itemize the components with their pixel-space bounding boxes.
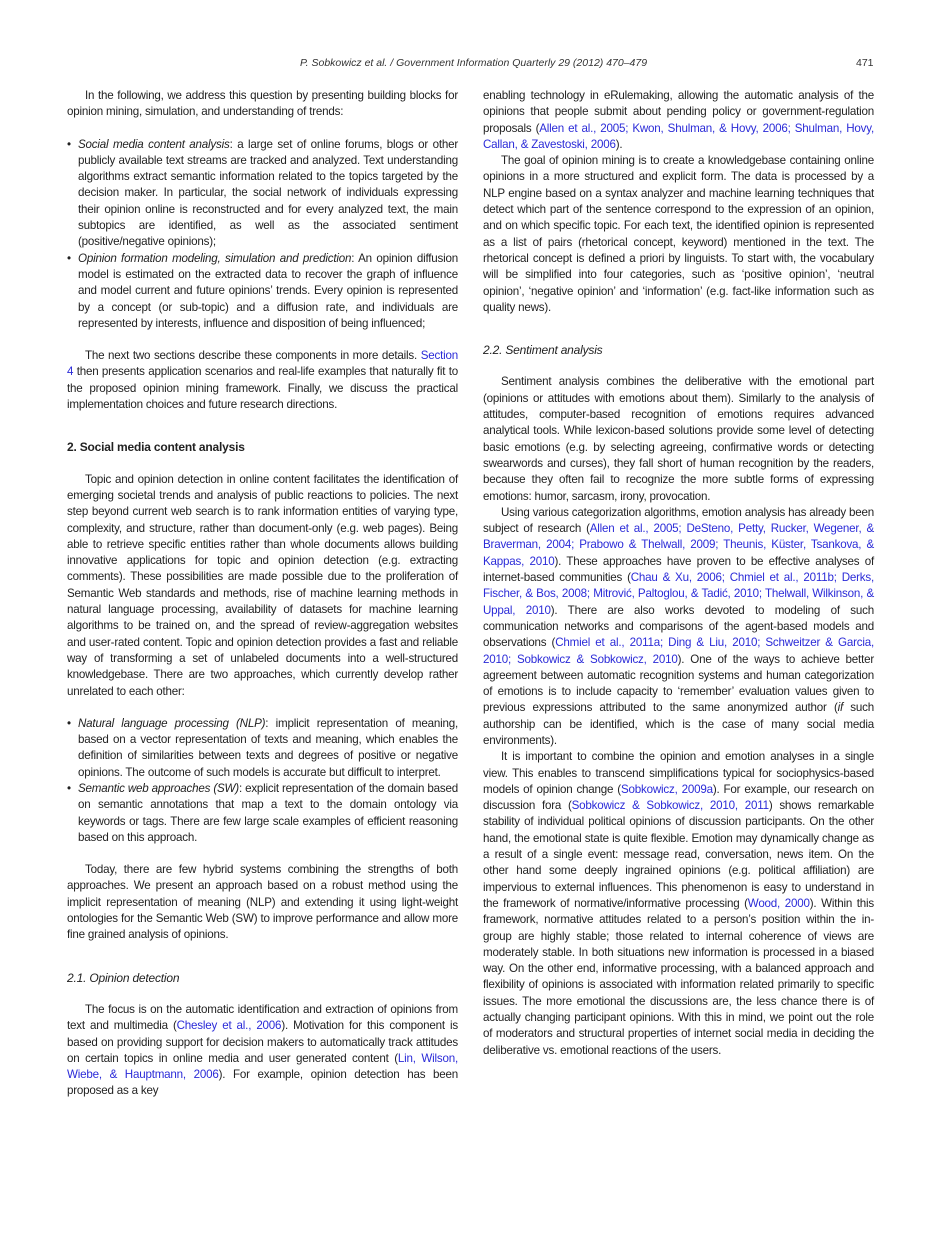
bullet-list [67, 137, 458, 333]
subsection-heading: 2.1. Opinion detection [67, 970, 180, 985]
text-run: enabling technology in eRulemaking, allowing the automatic analysis of the opinions that people submit about pending policy or government-regulation proposals ( [483, 89, 874, 135]
text-run: ). One of the ways to achieve better agreement between automatic recognition systems and human categorization of emotions is to include capacity to ‘remember’ evaluation values given to previous expressions attributed to the same anonymized author ( [483, 652, 874, 715]
text-run: The next two sections describe these components in more details. [85, 349, 421, 363]
text-run: Using various categorization algorithms, emotion analysis has already been subject of research ( [483, 505, 874, 536]
text-run: : explicit representation of the domain based on semantic annotations that map a text to the domain ontology via keywords or tags. There are few large scale examples of efficient reasoning based on this approach. [78, 781, 458, 844]
bullet-list [67, 716, 458, 846]
bullet-item [78, 716, 458, 781]
text-run: such authorship can be identified, which is the case of many social media environments). [483, 701, 874, 747]
citation-link[interactable]: Sobkowicz & Sobkowicz, 2010, 2011 [571, 799, 769, 813]
paragraph [67, 862, 458, 943]
text-run: ). There are also works devoted to modeling of such communication networks and comparisons of the agent-based models and observations ( [483, 603, 875, 650]
citation-link[interactable]: Allen et al., 2005; Kwon, Shulman, & Hovy, 2006; Shulman, Hovy, Callan, & Zavestoski, 2006 [483, 121, 875, 151]
citation-link[interactable]: Sobkowicz, 2009a [620, 782, 713, 796]
citation-link[interactable]: Wood, 2000 [747, 896, 810, 910]
paragraph [483, 374, 874, 504]
section-heading: 2. Social media content analysis [67, 440, 245, 455]
italic-text: if [837, 701, 844, 715]
paragraph [67, 88, 458, 121]
citation-link[interactable]: Section 4 [67, 349, 458, 379]
paragraph [67, 348, 458, 413]
text-run: In the following, we address this question by presenting building blocks for opinion mining, simulation, and understanding of trends: [67, 89, 458, 119]
italic-text: Semantic web approaches (SW) [78, 781, 239, 795]
text-run: ) shows remarkable stability of individual political opinions of discussion participants. On the other hand, the emotional state is quite flexible. Emotion may dynamically change as a result of a single event: message read, conversation, news item. On the other hand some deeply ingrained opinions (e.g. political affiliation) are impervious to external influences. This phenomenon is easy to understand in the framework of normative/informative processing ( [483, 799, 875, 910]
page-number: 471 [856, 57, 874, 69]
citation-link[interactable]: Chmiel et al., 2011a; Ding & Liu, 2010; Schweitzer & Garcia, 2010; Sobkowicz & Sobkowicz, 2010 [483, 636, 874, 666]
paragraph [483, 749, 874, 1059]
right-column [483, 88, 874, 1079]
text-run: It is important to combine the opinion and emotion analyses in a single view. This enables to transcend simplifications typical for sociophysics-based models of opinion change ( [483, 750, 874, 796]
italic-text: Opinion formation modeling, simulation and prediction [78, 251, 352, 265]
citation-link[interactable]: Lin, Wilson, Wiebe, & Hauptmann, 2006 [67, 1051, 459, 1082]
text-run: ). For example, opinion detection has been proposed as a key [67, 1068, 459, 1098]
bullet-item [78, 251, 458, 332]
italic-text: Natural language processing (NLP) [78, 716, 266, 730]
citation-link[interactable]: Allen et al., 2005; DeSteno, Petty, Rucker, Wegener, & Braverman, 2004; Prabowo & Thelwall, 2009; Theunis, Küster, Tsankova, & Kappas, 2010 [483, 522, 874, 568]
left-column [67, 88, 458, 1120]
paragraph [483, 88, 874, 153]
text-run: : An opinion diffusion model is estimated on the extracted data to recover the graph of influence and model current and future opinions’ trends. Every opinion is represented by a concept (or sub-topic) and a diffusion rate, and individuals are represented by interests, influence and disposition of being influenced; [78, 251, 459, 330]
text-run: ). These approaches have proven to be effective analyses of internet-based communities ( [483, 554, 874, 585]
text-run: The focus is on the automatic identification and extraction of opinions from text and multimedia ( [67, 1002, 458, 1033]
paragraph [483, 505, 874, 749]
text-run: ). Within this framework, normative attitudes related to a person’s position within the in-group are highly stable; those related to internal coherence of views are moderately stable. In both situations new information is processed in a biased way. On the other end, informative processing, with a balanced approach and flexibility of opinions is associated with information related primarily to specific issues. The more emotional the discussions are, the less chance there is of actually changing participant opinions. With this in mind, we point out the role of moderators and structural properties of internet social media in deciding the deliberative vs. emotional reactions of the users. [483, 896, 875, 1057]
paragraph [67, 1002, 458, 1100]
text-run: Today, there are few hybrid systems combining the strengths of both approaches. We present an approach based on a robust method using the implicit representation of meaning (NLP) and extending it using light-weight ontologies for the Semantic Web (SW) to improve performance and allow more fine grained analysis of opinions. [67, 863, 458, 942]
bullet-item [78, 137, 458, 251]
running-header: P. Sobkowicz et al. / Government Information Quarterly 29 (2012) 470–479 [300, 57, 648, 69]
bullet-item [78, 781, 458, 846]
citation-link[interactable]: Chesley et al., 2006 [176, 1019, 282, 1033]
text-run: The goal of opinion mining is to create a knowledgebase containing online opinions in a more structured and explicit form. The data is processed by a NLP engine based on a syntax analyzer and machine learning techniques that detect which part of the sentence correspond to the expression of an opinion, and on which specific topic. For each text, the identified opinion is represented as a list of pairs (rhetorical concept, keyword) mentioned in the text. The rhetorical concept is defined a priori by linguists. To start with, the vocabulary will be simplified into four categories, such as ‘positive opinion’, ‘neutral opinion’, ‘negative opinion’ and ‘information’ (e.g. fact-like information such as quality news). [483, 154, 874, 314]
text-run: Sentiment analysis combines the deliberative with the emotional part (opinions or attitudes with emotions about them). Similarly to the analysis of attitudes, computer-based recognition of emotions requires advanced analytical tools. While lexicon-based solutions provide some level of detecting basic emotions (e.g. by selecting agreeing, confirmative words or detecting swearwords and curses), they fall short of human recognition by the readers, because they often fail to recognize the more subtle forms of expressing emotions: humor, sarcasm, irony, provocation. [483, 375, 874, 503]
text-run: then presents application scenarios and real-life examples that naturally fit to the proposed opinion mining framework. Finally, we discuss the practical implementation choices and future research directions. [67, 365, 458, 412]
bullet-items [78, 716, 458, 846]
text-run: ). Motivation for this component is based on providing support for decision makers to automatically track attitudes on certain topics in online media and user generated content ( [67, 1019, 458, 1065]
italic-text: Social media content analysis [78, 137, 230, 151]
text-run: ). [615, 137, 623, 151]
text-run: : implicit representation of meaning, based on a vector representation of texts and meaning, which enables the definition of similarities between texts and degrees of positive or negative opinions. The outcome of such models is accurate but difficult to interpret. [78, 716, 458, 779]
paragraph [483, 153, 874, 316]
paragraph [67, 472, 458, 700]
text-run: : a large set of online forums, blogs or other publicly available text streams are tracked and analyzed. Text understanding algorithms extract semantic information related to the topics targeted by the decision maker. In particular, the social network of individuals expressing their opinion online is reconstructed and for every analyzed text, the main subtopics are identified, as well as the associated sentiment (positive/negative opinions); [78, 137, 459, 249]
text-run: Topic and opinion detection in online content facilitates the identification of emerging societal trends and analysis of public reactions to policies. The next step beyond current web search is to rank information entities of varying type, complexity, and structure, rather than document-only (e.g. web pages). Being able to retrieve specific entities rather than whole documents allows building innovative applications for topic and opinion detection (e.g. extracting comments). These possibilities are made possible due to the proliferation of Semantic Web standards and methods, rise of machine learning methods in natural language processing, availability of datasets for machine learning algorithms to be trained on, and the spread of review-aggregation websites and user-rated content. Topic and opinion detection provides a fast and reliable way of transforming a set of unlabeled documents into a well-structured knowledgebase. There are two approaches, which currently develop rather unrelated to each other: [67, 472, 458, 698]
citation-link[interactable]: Chau & Xu, 2006; Chmiel et al., 2011b; Derks, Fischer, & Bos, 2008; Mitrović, Paltoglou, & Tadić, 2010; Thelwall, Wilkinson, & Uppal, 2010 [483, 571, 874, 617]
subsection-heading: 2.2. Sentiment analysis [483, 343, 603, 358]
text-run: ). For example, our research on discussion fora ( [483, 782, 874, 813]
bullet-items [78, 137, 458, 333]
